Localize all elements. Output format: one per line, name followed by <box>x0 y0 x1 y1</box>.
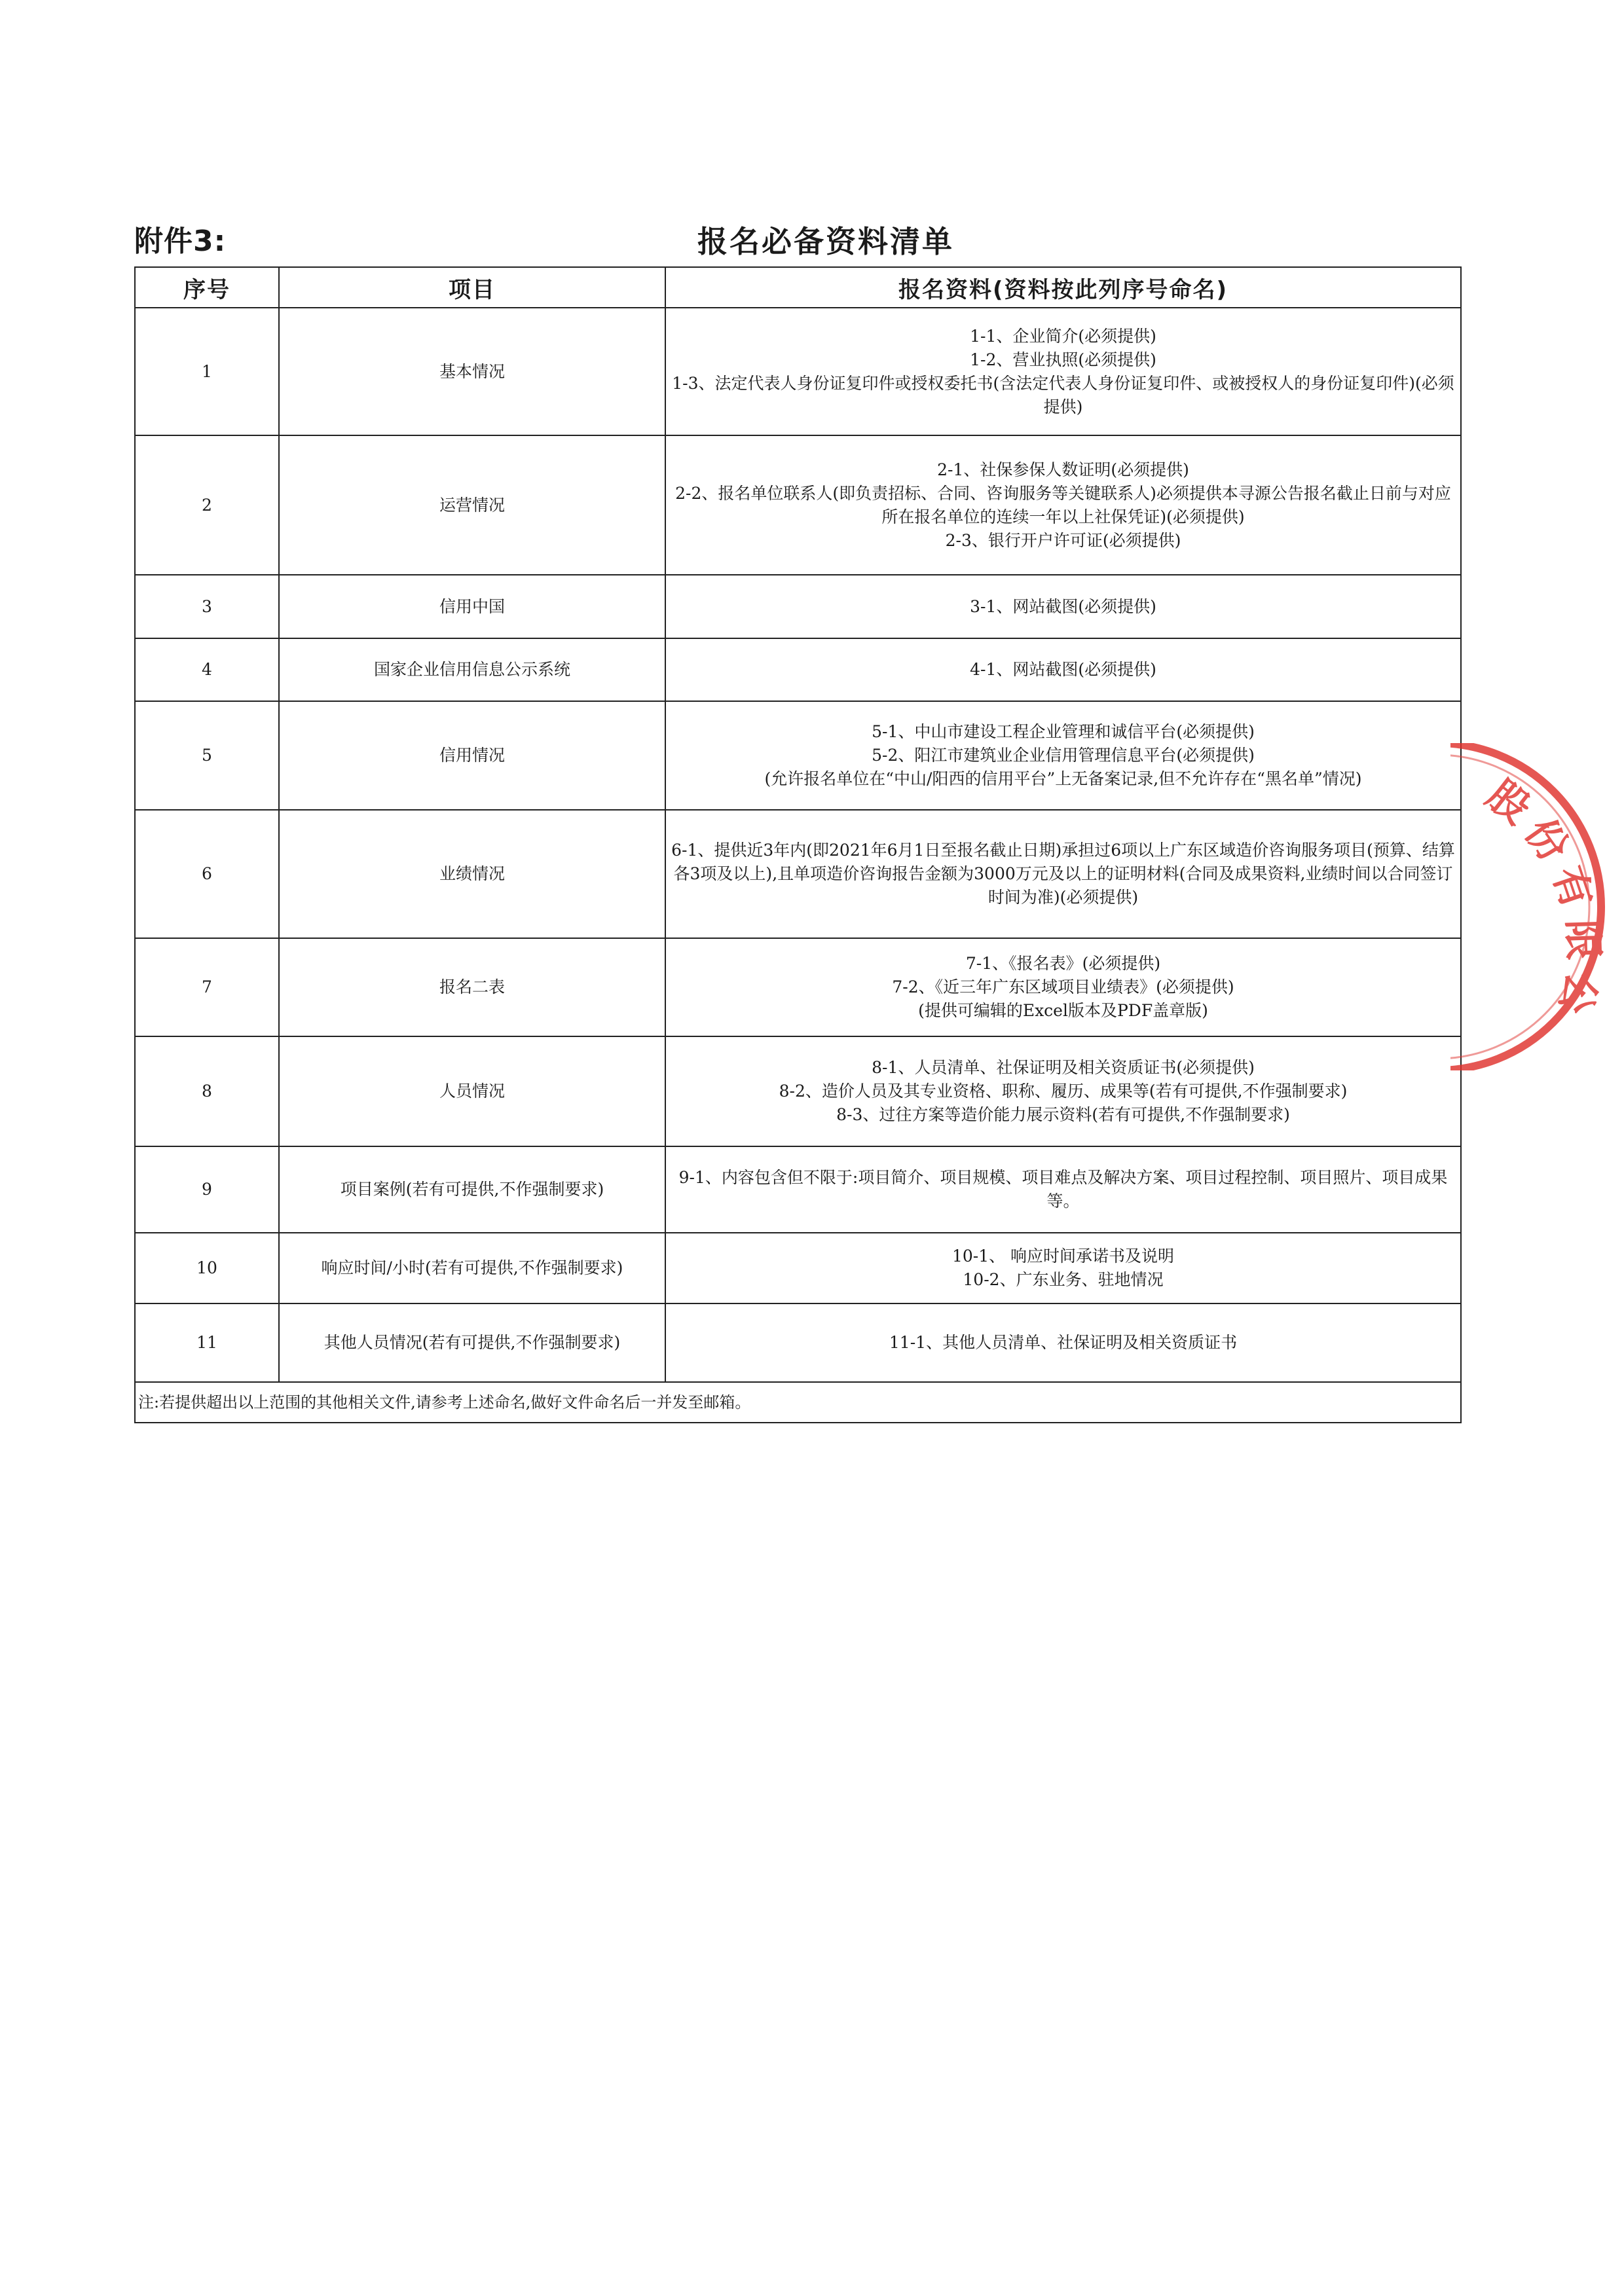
row-docs <box>665 308 1461 435</box>
row-no: 3 <box>135 575 279 638</box>
row-item: 响应时间/小时(若有可提供,不作强制要求) <box>279 1233 665 1303</box>
row-docs <box>665 638 1461 701</box>
row-no: 1 <box>135 308 279 435</box>
table-row <box>135 575 1461 638</box>
doc-line: 1-3、法定代表人身份证复印件或授权委托书(含法定代表人身份证复印件、或被授权人的身份证复印件)(必须提供) <box>672 373 1454 416</box>
doc-line: 2-2、报名单位联系人(即负责招标、合同、咨询服务等关键联系人)必须提供本寻源公告报名截止日前与对应所在报名单位的连续一年以上社保凭证)(必须提供) <box>675 483 1451 526</box>
column-header-item: 项目 <box>279 267 665 308</box>
row-item: 报名二表 <box>279 938 665 1036</box>
table-row <box>135 938 1461 1036</box>
row-docs <box>665 701 1461 810</box>
doc-line: (提供可编辑的Excel版本及PDF盖章版) <box>918 1001 1208 1020</box>
table-row <box>135 1233 1461 1303</box>
doc-line: 7-1、《报名表》(必须提供) <box>965 954 1161 973</box>
doc-line: 5-1、中山市建设工程企业管理和诚信平台(必须提供) <box>872 722 1255 741</box>
table-row <box>135 435 1461 575</box>
row-docs <box>665 1233 1461 1303</box>
seal-text: 股份有限公 <box>1478 770 1608 1029</box>
row-docs <box>665 810 1461 938</box>
row-item: 项目案例(若有可提供,不作强制要求) <box>279 1146 665 1233</box>
row-docs <box>665 1146 1461 1233</box>
doc-line: 10-2、广东业务、驻地情况 <box>963 1270 1164 1289</box>
doc-line: 7-2、《近三年广东区域项目业绩表》(必须提供) <box>892 977 1234 996</box>
row-item: 运营情况 <box>279 435 665 575</box>
doc-line: 8-2、造价人员及其专业资格、职称、履历、成果等(若有可提供,不作强制要求) <box>779 1082 1348 1101</box>
doc-line: 1-2、营业执照(必须提供) <box>970 350 1156 369</box>
company-seal-stamp <box>1450 743 1624 1070</box>
page-header <box>134 220 1460 263</box>
table-header-row <box>135 267 1461 308</box>
document-title: 报名必备资料清单 <box>697 224 954 259</box>
row-docs <box>665 435 1461 575</box>
doc-line: 11-1、其他人员清单、社保证明及相关资质证书 <box>889 1333 1238 1352</box>
doc-line: 10-1、 响应时间承诺书及说明 <box>951 1247 1175 1266</box>
row-docs <box>665 938 1461 1036</box>
doc-line: 2-1、社保参保人数证明(必须提供) <box>937 460 1189 479</box>
table-note-row <box>135 1382 1461 1423</box>
doc-line: 5-2、阳江市建筑业企业信用管理信息平台(必须提供) <box>872 746 1255 765</box>
table-body <box>135 308 1461 1423</box>
doc-line: 3-1、网站截图(必须提供) <box>970 596 1156 616</box>
row-item: 信用情况 <box>279 701 665 810</box>
table-row <box>135 1036 1461 1146</box>
doc-line: 8-1、人员清单、社保证明及相关资质证书(必须提供) <box>872 1058 1255 1077</box>
doc-line: 2-3、银行开户许可证(必须提供) <box>945 530 1181 550</box>
row-docs <box>665 1303 1461 1382</box>
row-item: 基本情况 <box>279 308 665 435</box>
row-no: 8 <box>135 1036 279 1146</box>
row-no: 7 <box>135 938 279 1036</box>
doc-line: 8-3、过往方案等造价能力展示资料(若有可提供,不作强制要求) <box>836 1105 1290 1124</box>
row-no: 10 <box>135 1233 279 1303</box>
row-item: 国家企业信用信息公示系统 <box>279 638 665 701</box>
attachment-label: 附件3: <box>134 225 227 258</box>
table-note: 注:若提供超出以上范围的其他相关文件,请参考上述命名,做好文件命名后一并发至邮箱。 <box>135 1382 1461 1423</box>
row-item: 业绩情况 <box>279 810 665 938</box>
table-row <box>135 1303 1461 1382</box>
table-row <box>135 701 1461 810</box>
row-no: 4 <box>135 638 279 701</box>
row-no: 6 <box>135 810 279 938</box>
column-header-no: 序号 <box>135 267 279 308</box>
row-docs <box>665 1036 1461 1146</box>
row-docs <box>665 575 1461 638</box>
table-row <box>135 1146 1461 1233</box>
materials-table <box>134 266 1462 1423</box>
table-row <box>135 810 1461 938</box>
row-item: 信用中国 <box>279 575 665 638</box>
column-header-docs: 报名资料(资料按此列序号命名) <box>665 267 1461 308</box>
doc-line: 6-1、提供近3年内(即2021年6月1日至报名截止日期)承担过6项以上广东区域造价咨询服务项目(预算、结算各3项及以上),且单项造价咨询报告金额为3000万元及以上的证明材料(合同及成果资料,业绩时间以合同签订时间为准)(必须提供) <box>671 841 1455 907</box>
row-no: 2 <box>135 435 279 575</box>
table-row <box>135 638 1461 701</box>
row-no: 11 <box>135 1303 279 1382</box>
doc-line: 4-1、网站截图(必须提供) <box>970 660 1156 679</box>
row-item: 其他人员情况(若有可提供,不作强制要求) <box>279 1303 665 1382</box>
row-no: 5 <box>135 701 279 810</box>
table-row <box>135 308 1461 435</box>
row-no: 9 <box>135 1146 279 1233</box>
doc-line: 9-1、内容包含但不限于:项目简介、项目规模、项目难点及解决方案、项目过程控制、项目照片、项目成果等。 <box>678 1168 1448 1211</box>
row-item: 人员情况 <box>279 1036 665 1146</box>
doc-line: (允许报名单位在“中山/阳西的信用平台”上无备案记录,但不允许存在“黑名单”情况) <box>764 769 1362 788</box>
doc-line: 1-1、企业简介(必须提供) <box>970 326 1156 346</box>
